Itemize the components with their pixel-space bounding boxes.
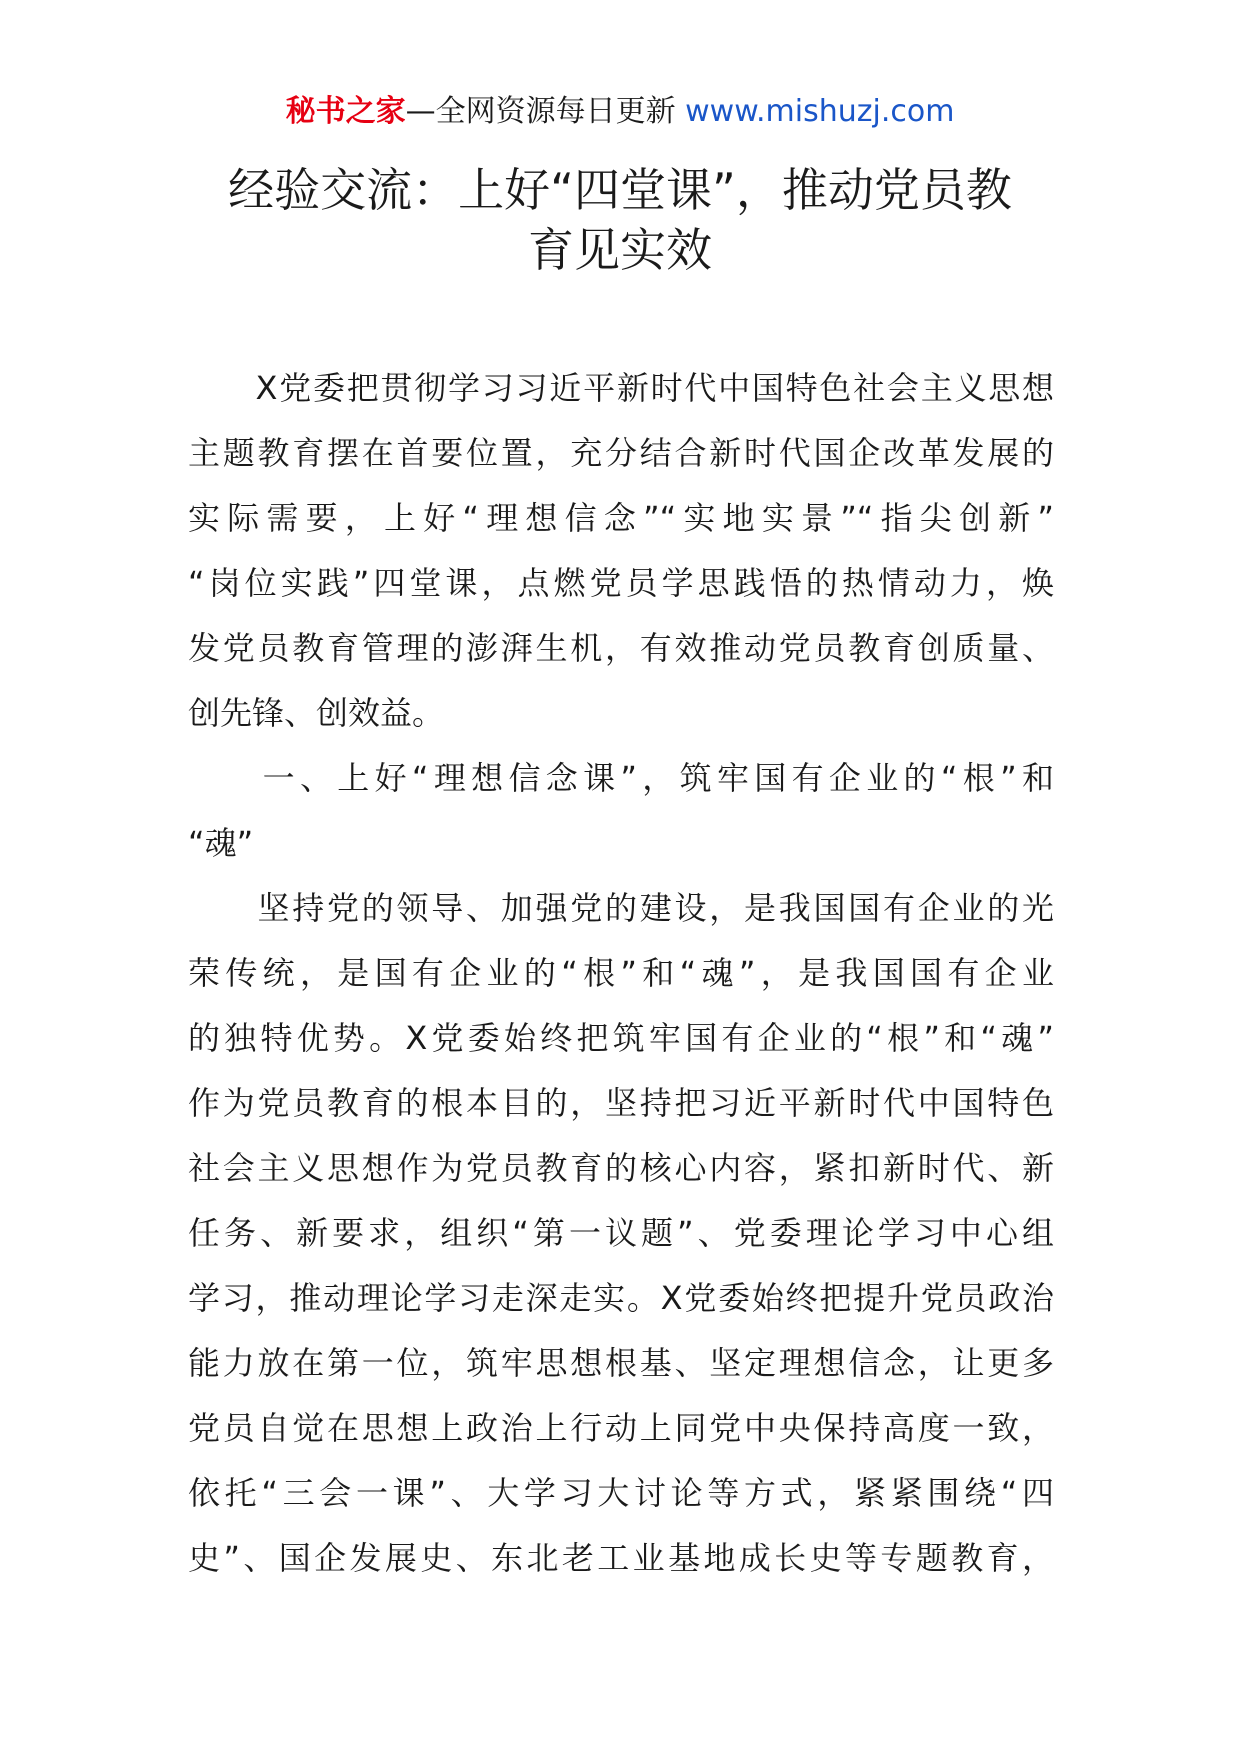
body-line: 任务、新要求，组织“第一议题”、党委理论学习中心组 bbox=[188, 1214, 1054, 1252]
body-line: 荣传统，是国有企业的“根”和“魂”，是我国国有企业 bbox=[188, 954, 1054, 992]
body-line: 发党员教育管理的澎湃生机，有效推动党员教育创质量、 bbox=[188, 629, 1054, 667]
site-url-link[interactable]: www.mishuzj.com bbox=[685, 94, 955, 129]
document-title bbox=[170, 160, 1070, 280]
body-line: 依托“三会一课”、大学习大讨论等方式，紧紧围绕“四 bbox=[188, 1474, 1054, 1512]
header-banner bbox=[0, 92, 1240, 132]
title-line: 育见实效 bbox=[528, 223, 712, 277]
body-line: 学习，推动理论学习走深走实。X党委始终把提升党员政治 bbox=[188, 1279, 1054, 1317]
body-line: 史”、国企发展史、东北老工业基地成长史等专题教育， bbox=[188, 1539, 1054, 1577]
body-line: 的独特优势。X党委始终把筑牢国有企业的“根”和“魂” bbox=[188, 1019, 1054, 1057]
body-line: “岗位实践”四堂课，点燃党员学思践悟的热情动力，焕 bbox=[188, 564, 1054, 602]
body-line: X党委把贯彻学习习近平新时代中国特色社会主义思想 bbox=[188, 369, 1054, 407]
site-slogan: —全网资源每日更新 bbox=[405, 94, 676, 129]
body-line: 实际需要，上好“理想信念”“实地实景”“指尖创新” bbox=[188, 499, 1054, 537]
site-name: 秘书之家 bbox=[285, 94, 406, 129]
document-body bbox=[188, 356, 1054, 1591]
body-line: 作为党员教育的根本目的，坚持把习近平新时代中国特色 bbox=[188, 1084, 1054, 1122]
body-line: 坚持党的领导、加强党的建设，是我国国有企业的光 bbox=[188, 889, 1054, 927]
body-line: 创先锋、创效益。 bbox=[188, 694, 445, 732]
body-line: 主题教育摆在首要位置，充分结合新时代国企改革发展的 bbox=[188, 434, 1054, 472]
body-line: 能力放在第一位，筑牢思想根基、坚定理想信念，让更多 bbox=[188, 1344, 1054, 1382]
section-heading-line: 一、上好“理想信念课”，筑牢国有企业的“根”和 bbox=[188, 759, 1054, 797]
body-line: 社会主义思想作为党员教育的核心内容，紧扣新时代、新 bbox=[188, 1149, 1054, 1187]
section-heading-line: “魂” bbox=[188, 824, 254, 862]
title-line: 经验交流：上好“四堂课”，推动党员教 bbox=[228, 163, 1012, 217]
body-line: 党员自觉在思想上政治上行动上同党中央保持高度一致， bbox=[188, 1409, 1054, 1447]
